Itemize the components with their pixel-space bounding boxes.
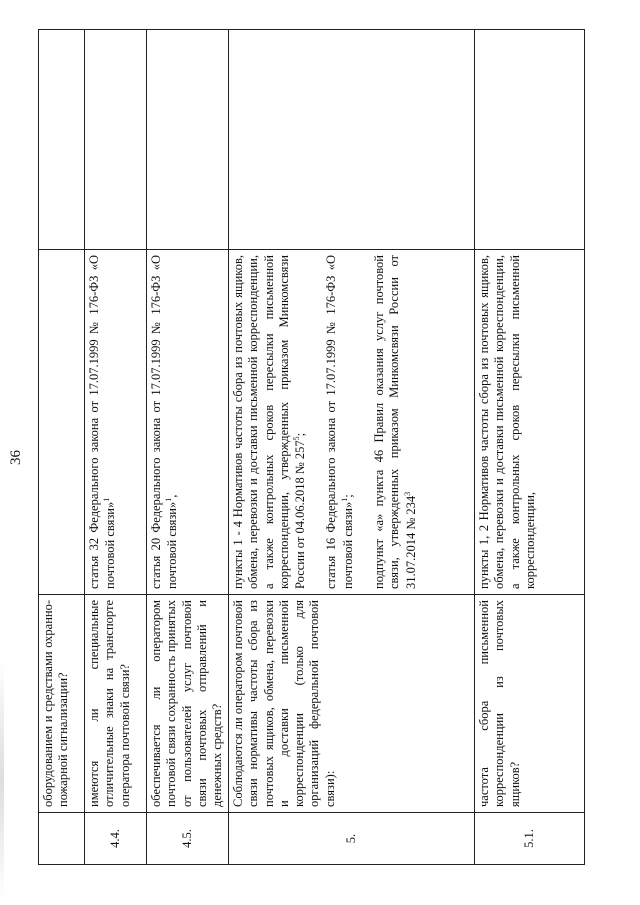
question-cell: обеспечивается ли оператором почтовой связи сохранность принятых от пользователей услуг почтовой связи почтовых отправлений и денежных средств? xyxy=(147,595,229,813)
legal-reference-cell xyxy=(147,250,229,595)
legal-reference: статья 20 Федерального закона от 17.07.1999 № 176-ФЗ «О почтовой связи»$^1$, xyxy=(149,255,180,589)
empty-cell xyxy=(39,30,85,250)
page-number: 36 xyxy=(8,450,24,465)
table-row xyxy=(147,30,229,865)
empty-cell xyxy=(475,30,585,250)
footnote-mark: 1 xyxy=(102,497,112,502)
question-cell: имеются ли специальные отличительные знаки на транспорте оператора почтовой связи? xyxy=(85,595,147,813)
legal-reference: подпункт «а» пункта 46 Правил оказания услуг почтовой связи, утвержденных приказом Минкомсвязи России от 31.07.2014 № $234^3$ xyxy=(372,255,418,589)
footnote-mark: 5 xyxy=(292,436,301,441)
question-cell: Соблюдаются ли оператором почтовой связи нормативы частоты сбора из почтовых ящиков, обмена, перевозки и доставки письменной корреспонденции (только для организаций федеральной почтовой связи): xyxy=(229,595,475,813)
footnote-mark: 1 xyxy=(339,497,349,502)
question-cell: частота сбора письменной корреспонденции из почтовых ящиков? xyxy=(475,595,585,813)
legal-reference-cell xyxy=(475,250,585,595)
footnote-mark: 1 xyxy=(164,497,174,502)
row-number xyxy=(39,813,85,865)
empty-cell xyxy=(147,30,229,250)
empty-cell xyxy=(229,30,475,250)
legal-reference-cell xyxy=(85,250,147,595)
row-number: 5. xyxy=(229,813,475,865)
legal-reference: статья 16 Федерального закона от 17.07.1999 № 176-ФЗ «О почтовой связи»$^1$; xyxy=(324,255,355,589)
table-row xyxy=(39,30,85,865)
legal-reference: статья 32 Федерального закона от 17.07.1999 № 176-ФЗ «О почтовой связи»$^1$ xyxy=(87,255,118,589)
legal-reference-cell xyxy=(229,250,475,595)
checklist-table xyxy=(38,29,585,865)
table-row xyxy=(475,30,585,865)
empty-cell xyxy=(85,30,147,250)
legal-reference: пункты 1 - 4 Нормативов частоты сбора из почтовых ящиков, обмена, перевозки и доставки письменной корреспонденции, а также контрольных сроков пересылки письменной корреспонденции, утвержденных приказом Минкомсвязи России от 04.06.2018 № $257^5$; xyxy=(231,255,308,589)
legal-reference-cell xyxy=(39,250,85,595)
table-row xyxy=(229,30,475,865)
table-row xyxy=(85,30,147,865)
table-body xyxy=(39,30,585,865)
row-number: 4.5. xyxy=(147,813,229,865)
legal-reference: пункты 1, 2 Нормативов частоты сбора из почтовых ящиков, обмена, перевозки и доставки письменной корреспонденции, а также контрольных сроков пересылки письменной корреспонденции, xyxy=(477,255,537,589)
question-cell: оборудованием и средствами охранно-пожарной сигнализации? xyxy=(39,595,85,813)
row-number: 4.4. xyxy=(85,813,147,865)
row-number: 5.1. xyxy=(475,813,585,865)
footnote-mark: 3 xyxy=(402,491,412,496)
